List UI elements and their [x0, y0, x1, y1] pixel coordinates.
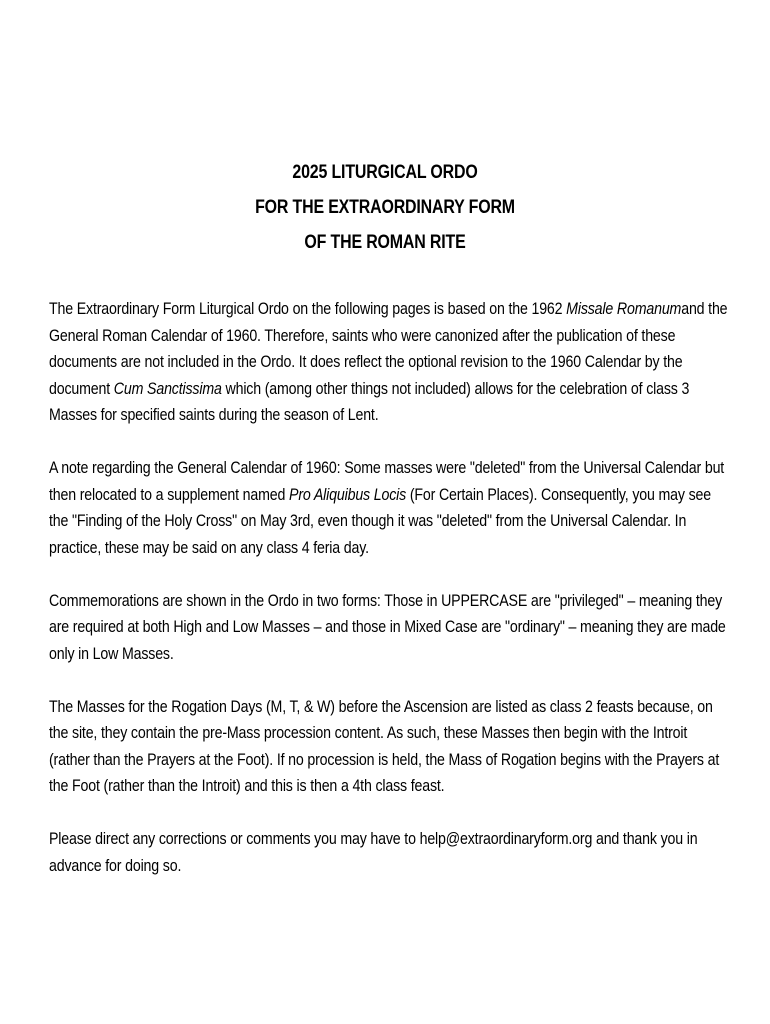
text-line: General Roman Calendar of 1960. Therefore, saints who were canonized after the publication of these: [49, 325, 676, 345]
paragraph-contact: [49, 826, 717, 879]
text-line: [49, 482, 717, 509]
text-line: Masses for specified saints during the season of Lent.: [49, 405, 379, 424]
document-title: [62, 155, 709, 260]
paragraph-rogation-days: [49, 694, 720, 800]
title-line-2: FOR THE EXTRAORDINARY FORM: [255, 197, 515, 218]
text-line: the Foot (rather than the Introit) and this is then a 4th class feast.: [49, 776, 445, 795]
paragraph-commemorations: [49, 588, 726, 668]
text-line: The Masses for the Rogation Days (M, T, & W) before the Ascension are listed as class 2 feasts because, on: [49, 696, 713, 716]
italic-title: Pro Aliquibus Locis: [289, 484, 407, 504]
text-segment: which (among other things not included) allows for the celebration of class 3: [221, 378, 690, 398]
text-line: practice, these may be said on any class 4 feria day.: [49, 537, 369, 557]
text-line: A note regarding the General Calendar of 1960: Some masses were "deleted" from the Universal Calendar but: [49, 458, 725, 477]
text-line: documents are not included in the Ordo. It does reflect the optional revision to the 1960 Calendar by the: [49, 352, 683, 371]
text-line: Please direct any corrections or comments you may have to help@extraordinaryform.org and thank you in: [49, 829, 698, 848]
text-line: are required at both High and Low Masses – and those in Mixed Case are "ordinary" – meaning they are made: [49, 617, 726, 636]
title-line-1: 2025 LITURGICAL ORDO: [292, 162, 478, 183]
text-segment: document: [49, 378, 114, 398]
text-line: the site, they contain the pre-Mass procession content. As such, these Masses then begin with the Introit: [49, 723, 688, 742]
text-segment: and the: [681, 299, 728, 318]
text-line: Commemorations are shown in the Ordo in two forms: Those in UPPERCASE are "privileged" – meaning they: [49, 590, 723, 610]
text-line: [49, 376, 717, 403]
italic-title: Cum Sanctissima: [113, 378, 222, 398]
text-line: [49, 296, 728, 323]
text-line: (rather than the Prayers at the Foot). If no procession is held, the Mass of Rogation begins with the Prayers at: [49, 749, 720, 769]
document-body: [49, 296, 728, 906]
text-line: the "Finding of the Holy Cross" on May 3rd, even though it was "deleted" from the Universal Calendar. In: [49, 511, 687, 530]
text-segment: The Extraordinary Form Liturgical Ordo on the following pages is based on the 1962: [49, 299, 567, 318]
text-segment: then relocated to a supplement named: [49, 484, 290, 504]
italic-title: Missale Romanum: [566, 299, 682, 318]
text-line: advance for doing so.: [49, 855, 182, 875]
title-line-3: OF THE ROMAN RITE: [304, 232, 466, 253]
paragraph-missale-romanum: [49, 296, 728, 429]
text-line: only in Low Masses.: [49, 643, 174, 663]
paragraph-calendar-note: [49, 455, 725, 561]
text-segment: (For Certain Places). Consequently, you may see: [406, 484, 712, 504]
